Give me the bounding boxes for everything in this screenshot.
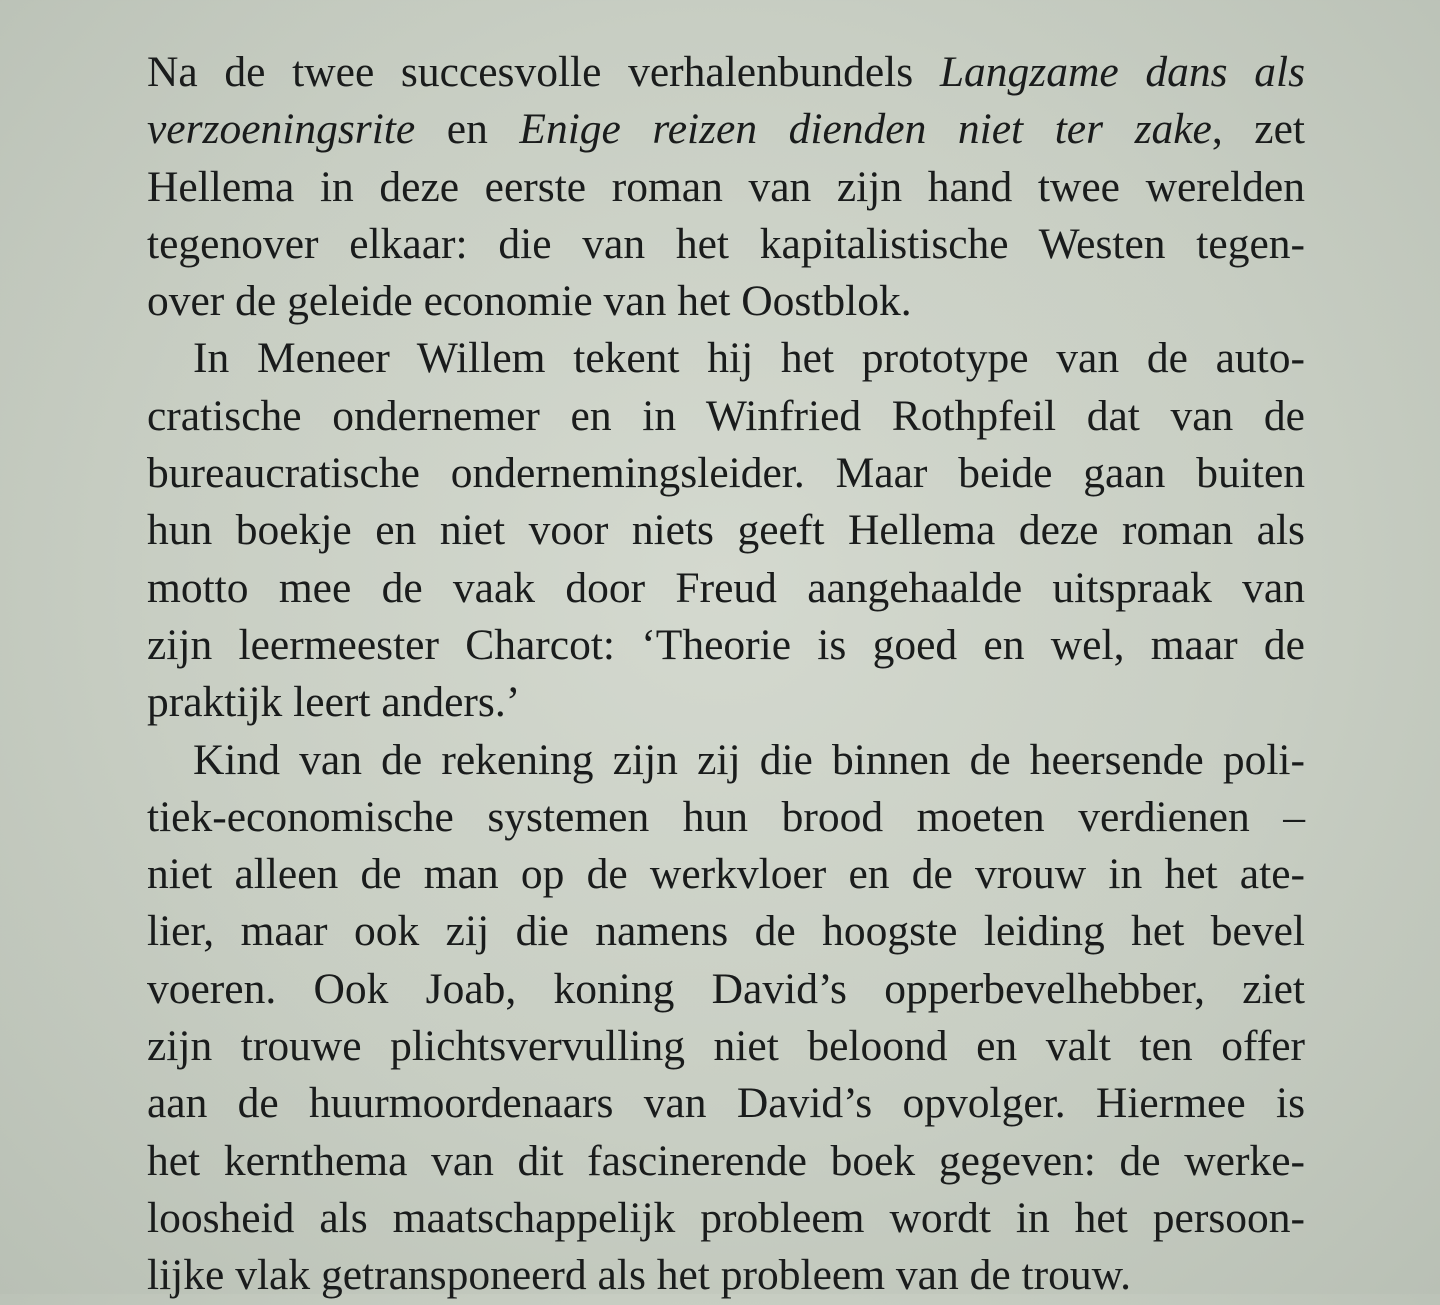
line-text: lijke vlak getransponeerd als het probleem van de trouw. [147, 1251, 1132, 1300]
line-text: lier, maar ook zij die namens de hoogste leiding het bevel [147, 907, 1305, 956]
text-line [147, 1018, 1305, 1075]
line-text: cratische ondernemer en in Winfried Rothpfeil dat van de [147, 391, 1305, 440]
text-line [147, 846, 1305, 903]
text-line [147, 961, 1305, 1018]
italic-title: Enige reizen dienden niet ter zake [519, 105, 1212, 154]
text-line [147, 273, 1305, 330]
text-line [147, 674, 1305, 731]
line-text: tegenover elkaar: die van het kapitalistische Westen tegen- [147, 219, 1305, 268]
line-text: niet alleen de man op de werkvloer en de vrouw in het ate- [147, 850, 1305, 899]
paragraph [147, 732, 1305, 1305]
text-line [147, 445, 1305, 502]
line-text: aan de huurmoordenaars van David’s opvolger. Hiermee is [147, 1079, 1305, 1128]
text-line [147, 903, 1305, 960]
text-line [147, 789, 1305, 846]
line-text: bureaucratische ondernemingsleider. Maar beide gaan buiten [147, 449, 1305, 498]
text-line [147, 101, 1305, 158]
text-line [147, 330, 1305, 387]
paragraph [147, 330, 1305, 731]
blurb-text [147, 44, 1305, 1305]
line-text: motto mee de vaak door Freud aangehaalde uitspraak van [147, 563, 1305, 612]
text-line [147, 617, 1305, 674]
text-line [147, 388, 1305, 445]
text-line [147, 44, 1305, 101]
line-text: Na de twee succesvolle verhalenbundels [147, 48, 940, 96]
text-line [147, 216, 1305, 273]
line-text: Kind van de rekening zijn zij die binnen de heersende poli- [193, 735, 1305, 784]
text-line [147, 1190, 1305, 1247]
text-line [147, 1247, 1305, 1304]
line-text: voeren. Ook Joab, koning David’s opperbevelhebber, ziet [147, 964, 1305, 1013]
line-text: over de geleide economie van het Oostblok. [147, 277, 912, 326]
line-text: In Meneer Willem tekent hij het prototype van de auto- [193, 334, 1305, 383]
paragraph [147, 44, 1305, 330]
line-text: hun boekje en niet voor niets geeft Hellema deze roman als [147, 506, 1305, 555]
line-text: en [415, 105, 520, 154]
text-line [147, 560, 1305, 617]
line-text: tiek-economische systemen hun brood moeten verdienen – [147, 792, 1305, 841]
line-text: Hellema in deze eerste roman van zijn hand twee werelden [147, 162, 1305, 211]
line-text: zijn trouwe plichtsvervulling niet beloond en valt ten offer [147, 1022, 1305, 1071]
line-text: zijn leermeester Charcot: ‘Theorie is goed en wel, maar de [147, 620, 1305, 669]
text-line [147, 502, 1305, 559]
line-text: , zet [1211, 105, 1306, 154]
line-text: praktijk leert anders.’ [147, 678, 521, 727]
line-text: loosheid als maatschappelijk probleem wordt in het persoon- [147, 1193, 1305, 1242]
text-line [147, 732, 1305, 789]
text-line [147, 1133, 1305, 1190]
text-line [147, 1075, 1305, 1132]
line-text: het kernthema van dit fascinerende boek gegeven: de werke- [147, 1136, 1305, 1185]
text-line [147, 159, 1305, 216]
italic-title: Langzame dans als [939, 48, 1305, 96]
italic-title: verzoeningsrite [147, 105, 416, 154]
